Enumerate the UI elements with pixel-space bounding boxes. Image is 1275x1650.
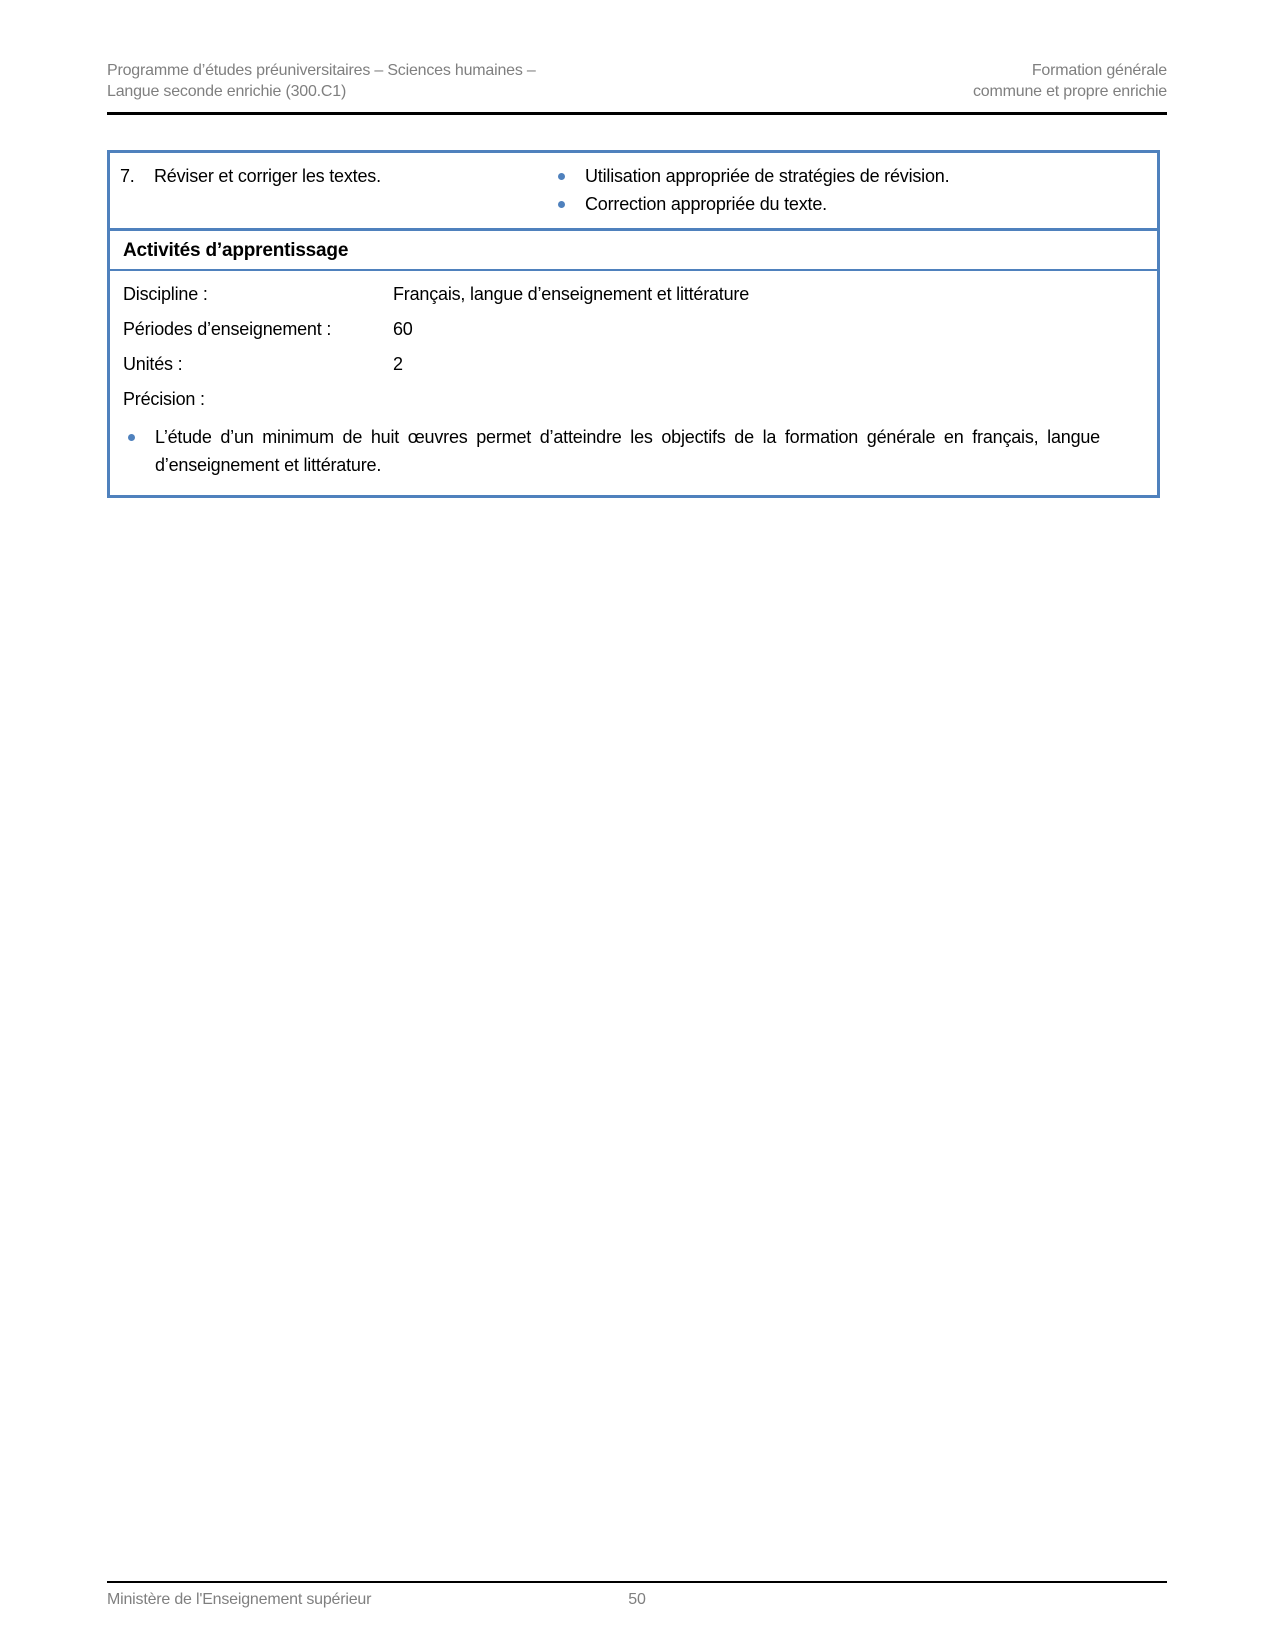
criterion-item (550, 190, 1147, 218)
field-value: 60 (393, 319, 413, 339)
field-row-periodes (123, 317, 1147, 341)
footer-page-number: 50 (628, 1591, 646, 1608)
criterion-text: Correction appropriée du texte. (585, 194, 827, 214)
field-label: Précision : (123, 389, 205, 409)
header-left-block (107, 60, 536, 102)
objective-statement (120, 162, 550, 218)
precision-text: L’étude d’un minimum de huit œuvres permet d’atteindre les objectifs de la formation générale en français, langue d’enseignement et littérature. (155, 427, 1100, 475)
criteria-list (550, 162, 1147, 218)
field-label: Périodes d’enseignement : (123, 319, 332, 339)
field-value (393, 387, 1147, 411)
header-program-line1: Programme d’études préuniversitaires – Sciences humaines – (107, 62, 536, 79)
activities-title: Activités d’apprentissage (110, 231, 1157, 271)
header-right-block (973, 60, 1167, 102)
activities-box (107, 228, 1160, 498)
field-value: 2 (393, 354, 403, 374)
objective-box (107, 150, 1160, 235)
bullet-icon (558, 201, 565, 208)
objective-title: Réviser et corriger les textes. (154, 166, 381, 186)
field-row-precision (123, 387, 1147, 411)
criterion-text: Utilisation appropriée de stratégies de révision. (585, 166, 950, 186)
field-label: Discipline : (123, 284, 208, 304)
page-header (107, 60, 1167, 115)
field-row-unites (123, 352, 1147, 376)
header-formation-line2: commune et propre enrichie (972, 83, 1167, 100)
page-footer (107, 1581, 1167, 1608)
bullet-icon (558, 173, 565, 180)
objective-number: 7. (120, 166, 135, 186)
header-program-line2: Langue seconde enrichie (300.C1) (107, 83, 347, 100)
field-label: Unités : (123, 354, 183, 374)
precision-bullet-row (110, 423, 1157, 479)
footer-ministry: Ministère de l'Enseignement supérieur (107, 1591, 372, 1608)
criterion-item (550, 162, 1147, 190)
field-value: Français, langue d’enseignement et littérature (393, 284, 750, 304)
field-row-discipline (123, 282, 1147, 306)
bullet-icon (128, 434, 135, 441)
header-formation-line1: Formation générale (1031, 62, 1167, 79)
